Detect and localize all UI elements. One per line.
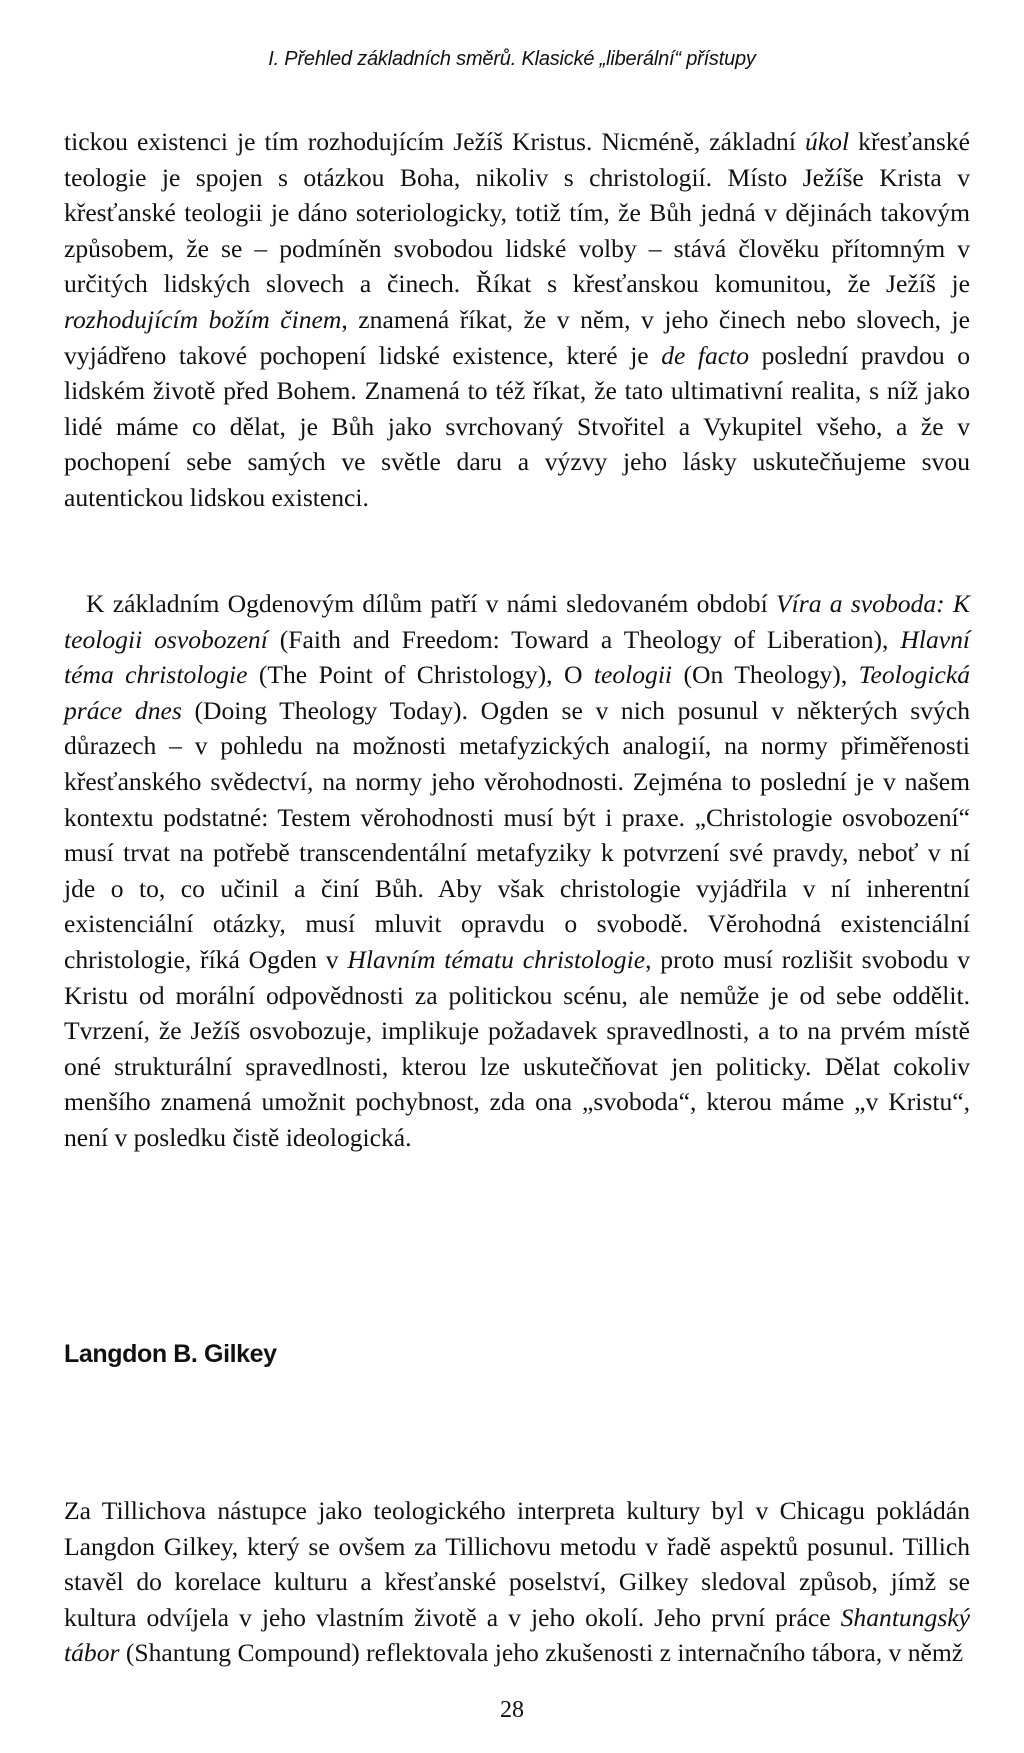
text-run: (On Theology), <box>672 660 859 690</box>
paragraph-text <box>64 586 970 1156</box>
section-heading: Langdon B. Gilkey <box>64 1340 277 1368</box>
page-number: 28 <box>500 1697 524 1723</box>
text-run: tickou existenci je tím rozhodujícím Ježíš Kristus. Nicméně, základní <box>64 127 806 156</box>
italic-run: úkol <box>805 127 850 156</box>
text-run: křesťanské teologie je spojen s otázkou Boha, nikoliv s christologií. Místo Ježíše Krista v křesťanské teologii je dáno soteriologicky, totiž tím, že Bůh jedná v dějinách takovým způsobem, že se – podmíněn svobodou lidské volby – stává člověku přítomným v určitých lidských slovech a činech. Říkat s křesťanskou komunitou, že Ježíš je <box>64 127 970 299</box>
running-head: I. Přehled základních směrů. Klasické „liberální“ přístupy <box>268 48 756 70</box>
text-run: (Shantung Compound) reflektovala jeho zkušenosti z internačního tábora, v němž <box>119 1638 964 1668</box>
text-run: , proto musí rozlišit svobodu v Kristu od morální odpovědnosti za politickou scénu, ale nemůže je od sebe oddělit. Tvrzení, že Ježíš osvobozuje, implikuje požadavek spravedlnosti, a to na prvém místě oné strukturální spravedlnosti, kterou lze uskutečňovat jen politicky. Dělat cokoliv menšího znamená umožnit pochybnost, zda ona „svoboda“, kterou máme „v Kristu“, není v posledku čistě ideologická. <box>64 944 970 1152</box>
italic-run: Víra a svoboda: K teologii osvobození <box>64 589 970 654</box>
text-run: (The Point of Christology), O <box>247 660 594 690</box>
italic-run: Hlavní téma christologie <box>64 624 971 690</box>
italic-run: teologii <box>593 660 673 690</box>
italic-run: Hlavním tématu christologie <box>347 944 646 974</box>
text-run: Za Tillichova nástupce jako teologického interpreta kultury byl v Chicagu pokládán Langdon Gilkey, který se ovšem za Tillichovu metodu v řadě aspektů posunul. Tillich stavěl do korelace kulturu a křesťanské poselství, Gilkey sledoval způsob, jímž se kultura odvíjela v jeho vlastním životě a v jeho okolí. Jeho první práce <box>64 1496 970 1632</box>
italic-run: de facto <box>661 340 750 370</box>
italic-run: Teologická práce dnes <box>64 660 970 725</box>
text-run: poslední pravdou o lidském životě před Bohem. Znamená to též říkat, že tato ultimativní realita, s níž jako lidé máme co dělat, je Bůh jako svrchovaný Stvořitel a Vykupitel všeho, a že v pochopení sebe samých ve světle daru a výzvy jeho lásky uskutečňujeme svou autentickou lidskou existenci. <box>64 340 971 512</box>
paragraph-ogden-works <box>64 586 970 1156</box>
paragraph-text <box>64 1493 970 1671</box>
text-run: K základním Ogdenovým dílům patří v námi sledovaném období <box>86 589 776 618</box>
italic-run: rozhodujícím božím činem <box>64 304 342 334</box>
text-run: (Doing Theology Today). Ogden se v nich posunul v některých svých důrazech – v pohledu na možnosti metafyzických analogií, na normy přiměřenosti křesťanského svědectví, na normy jeho věrohodnosti. Zejména to poslední je v našem kontextu podstatné: Testem věrohodnosti musí být i praxe. „Christologie osvobození“ musí trvat na potřebě transcendentální metafyziky k potvrzení své pravdy, neboť v ní jde o to, co učinil a činí Bůh. Aby však christologie vyjádřila v ní inherentní existenciální otázky, musí mluvit opravdu o svobodě. Věrohodná existenciální christologie, říká Ogden v <box>64 695 970 974</box>
paragraph-text <box>64 124 970 516</box>
italic-run: Shantungský tábor <box>64 1602 970 1668</box>
text-run: , znamená říkat, že v něm, v jeho činech nebo slovech, je vyjádřeno takové pochopení lidské existence, které je <box>64 304 971 370</box>
text-run: (Faith and Freedom: Toward a Theology of Liberation), <box>267 624 901 654</box>
paragraph-gilkey-intro <box>64 1493 970 1671</box>
paragraph-continuation <box>64 124 970 516</box>
